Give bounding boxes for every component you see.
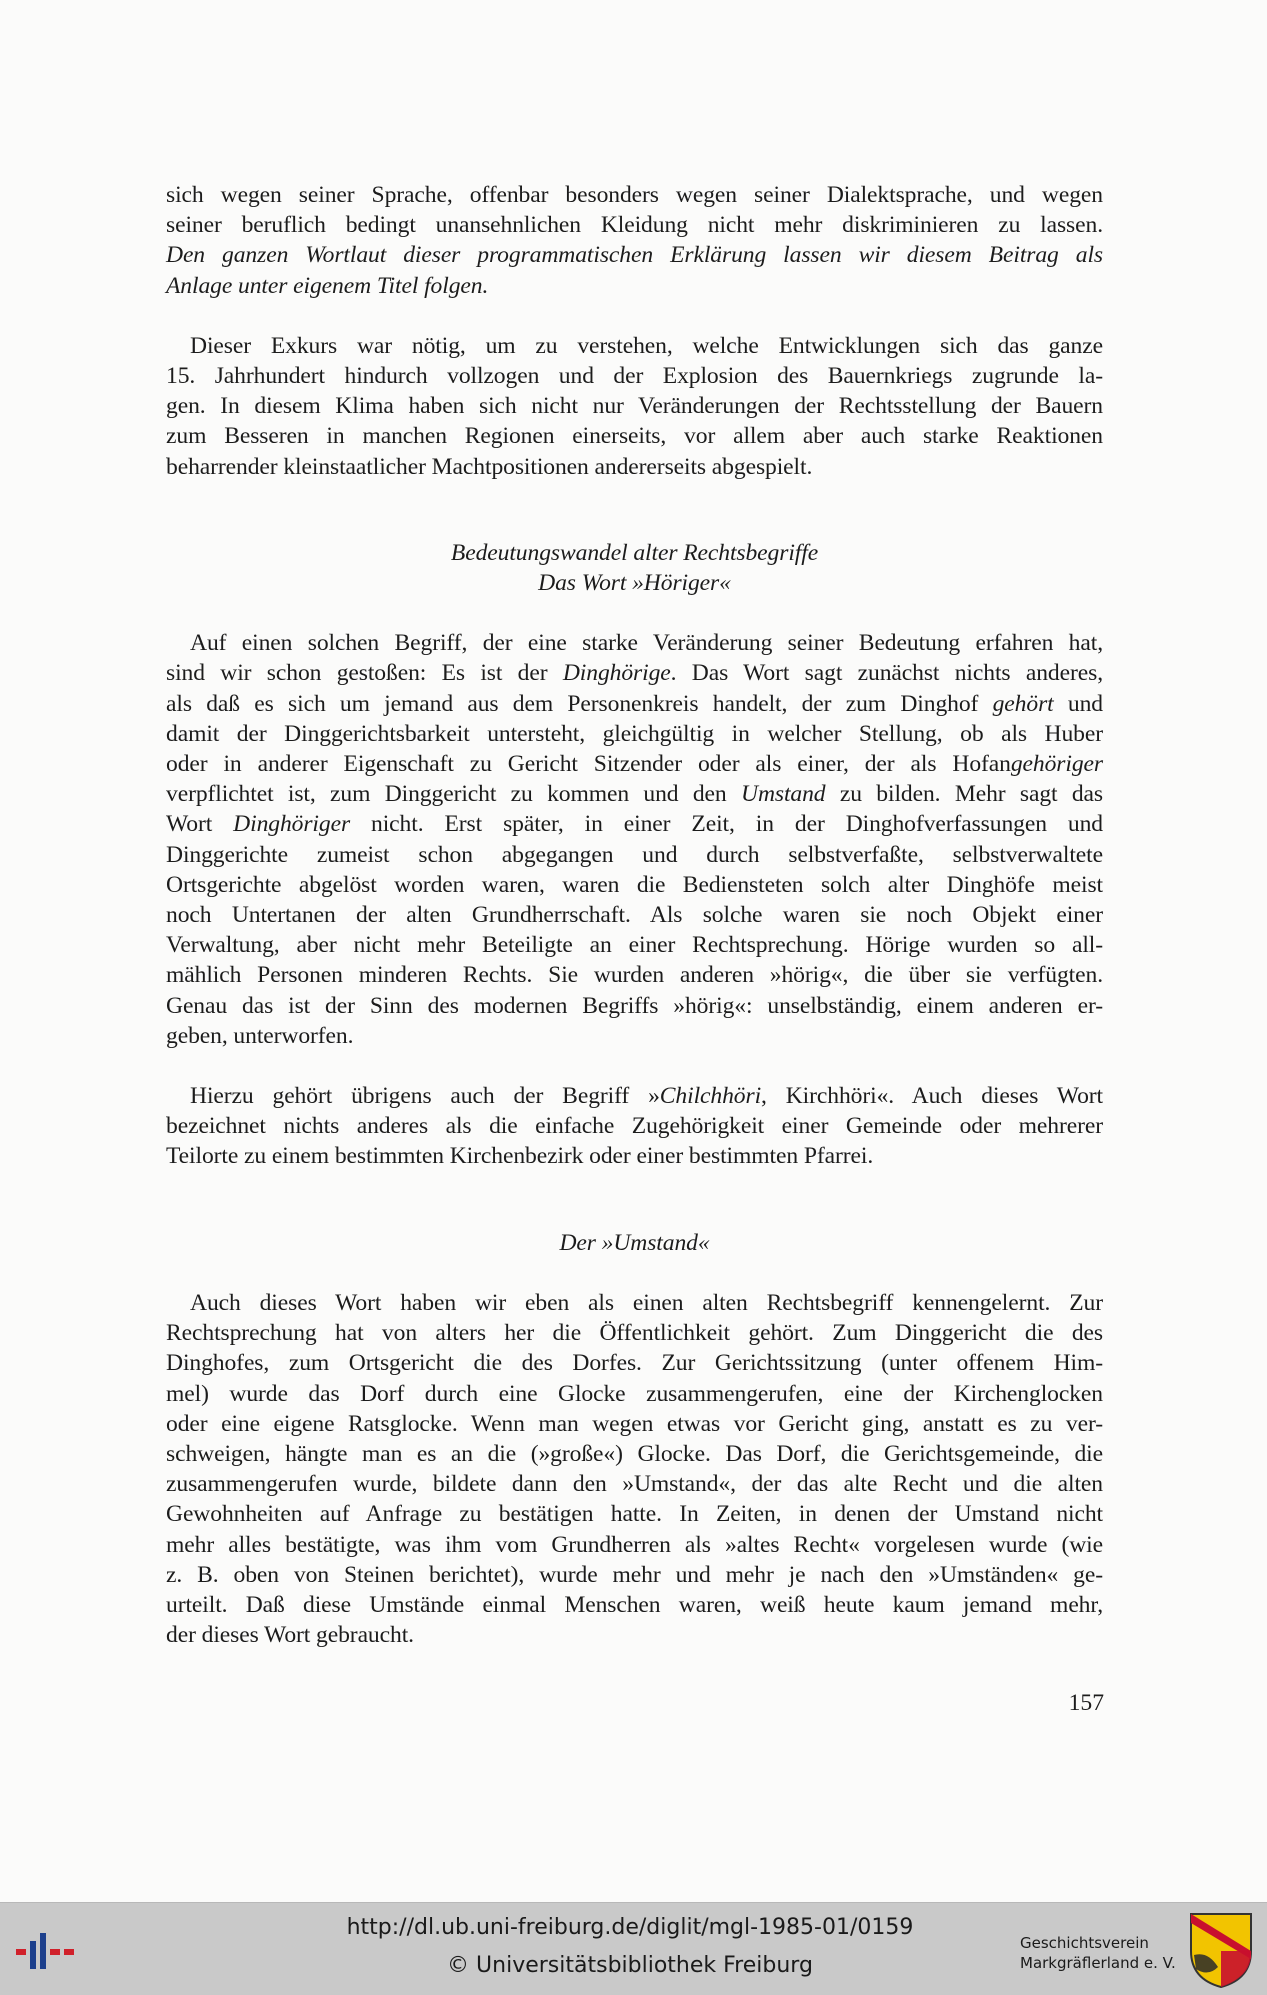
emphasis: Dinghörige <box>562 660 671 687</box>
coat-of-arms-icon[interactable] <box>1188 1911 1254 1989</box>
emphasis: Chilchhöri <box>659 1083 762 1110</box>
text-line: z. B. oben von Steinen berichtet), wurde mehr und mehr je nach den »Umständen« ge- <box>166 1561 1103 1588</box>
text-line: mehr alles bestätigte, was ihm vom Grundherren als »altes Recht« vorgelesen wurde (wie <box>166 1531 1103 1558</box>
society-line: Geschichtsverein <box>1020 1934 1149 1952</box>
text-line: schweigen, hängte man es an die (»große«) Glocke. Das Dorf, die Gerichtsgemeinde, die <box>166 1440 1103 1467</box>
text-line: oder eine eigene Ratsglocke. Wenn man wegen etwas vor Gericht ging, anstatt es zu ver- <box>166 1410 1103 1437</box>
heading-line: Der »Umstand« <box>559 1229 710 1256</box>
text-line: Auf einen solchen Begriff, der eine starke Veränderung seiner Bedeutung erfahren hat, <box>190 630 1103 657</box>
paragraph-2 <box>166 331 1103 482</box>
text-line: Gewohnheiten auf Anfrage zu bestätigen hatte. In Zeiten, in denen der Umstand nicht <box>166 1501 1103 1528</box>
text-line: Verwaltung, aber nicht mehr Beteiligte an einer Rechtsprechung. Hörige wurden so all- <box>166 932 1103 959</box>
text-line: beharrender kleinstaatlicher Machtpositionen andererseits abgespielt. <box>166 453 813 480</box>
text-line: mählich Personen minderen Rechts. Sie wurden anderen »hörig«, die über sie verfügten. <box>166 962 1103 989</box>
text-line: 15. Jahrhundert hindurch vollzogen und der Explosion des Bauernkriegs zugrunde la- <box>166 363 1103 390</box>
society-line: Markgräflerland e. V. <box>1020 1954 1176 1972</box>
text-line: Ortsgerichte abgelöst worden waren, waren die Bediensteten solch alter Dinghöfe meist <box>166 871 1103 898</box>
text-line: Dinghofes, zum Ortsgericht die des Dorfes. Zur Gerichtssitzung (unter offenem Him- <box>166 1350 1103 1377</box>
emphasis: gehöriger <box>1010 751 1103 778</box>
permalink-link[interactable]: http://dl.ub.uni-freiburg.de/diglit/mgl-1985-01/0159 <box>346 1915 914 1940</box>
text-line: sich wegen seiner Sprache, offenbar besonders wegen seiner Dialektsprache, und wegen <box>166 182 1103 208</box>
paragraph-3 <box>166 628 1103 1051</box>
heading-line: Bedeutungswandel alter Rechtsbegriffe <box>450 539 819 566</box>
paragraph-4 <box>166 1081 1103 1172</box>
text-line: als daß es sich um jemand aus dem Personenkreis handelt, der zum Dinghof gehört und <box>166 690 1104 717</box>
text-line: der dieses Wort gebraucht. <box>166 1622 414 1649</box>
text-line: gen. In diesem Klima haben sich nicht nur Veränderungen der Rechtsstellung der Bauern <box>166 393 1103 420</box>
emphasis: Umstand <box>741 781 826 808</box>
heading-line: Das Wort »Höriger« <box>538 570 731 597</box>
text-line: Dinggerichte zumeist schon abgegangen und durch selbstverfaßte, selbstverwaltete <box>166 841 1103 868</box>
paragraph-5 <box>166 1288 1103 1650</box>
text-line: Dieser Exkurs war nötig, um zu verstehen, welche Entwicklungen sich das ganze <box>190 332 1103 359</box>
paragraph-1 <box>166 180 1103 301</box>
text-line: damit der Dinggerichtsbarkeit untersteht, gleichgültig in welcher Stellung, ob als Huber <box>166 720 1103 747</box>
section-heading-2 <box>166 1228 1103 1258</box>
society-name <box>1020 1933 1180 1973</box>
text-line: oder in anderer Eigenschaft zu Gericht Sitzender oder als einer, der als Hofangehöriger <box>166 751 1103 778</box>
text-line: verpflichtet ist, zum Dinggericht zu kommen und den Umstand zu bilden. Mehr sagt das <box>166 781 1103 808</box>
text-line: Anlage unter eigenem Titel folgen. <box>166 272 489 299</box>
text-column <box>166 180 1103 1650</box>
section-heading-1 <box>166 538 1103 598</box>
text-line: Auch dieses Wort haben wir eben als einen alten Rechtsbegriff kennengelernt. Zur <box>190 1289 1103 1316</box>
text-line: geben, unterworfen. <box>166 1022 354 1049</box>
emphasis: gehört <box>992 690 1054 717</box>
text-line: bezeichnet nichts anderes als die einfache Zugehörigkeit einer Gemeinde oder mehrerer <box>166 1113 1103 1140</box>
text-line: Den ganzen Wortlaut dieser programmatischen Erklärung lassen wir diesem Beitrag als <box>166 242 1103 269</box>
text-line: urteilt. Daß diese Umstände einmal Menschen waren, weiß heute kaum jemand mehr, <box>166 1591 1103 1618</box>
footer-bar <box>0 1902 1267 1995</box>
text-line: Teilorte zu einem bestimmten Kirchenbezirk oder einer bestimmten Pfarrei. <box>166 1143 874 1170</box>
text-line: zum Besseren in manchen Regionen einerseits, vor allem aber auch starke Reaktionen <box>166 423 1103 450</box>
text-line: seiner beruflich bedingt unansehnlichen Kleidung nicht mehr diskriminieren zu lassen. <box>166 212 1103 239</box>
text-line: Genau das ist der Sinn des modernen Begriffs »hörig«: unselbständig, einem anderen er- <box>166 992 1103 1019</box>
text-line: Hierzu gehört übrigens auch der Begriff »Chilchhöri, Kirchhöri«. Auch dieses Wort <box>190 1083 1103 1110</box>
text-line: sind wir schon gestoßen: Es ist der Dinghörige. Das Wort sagt zunächst nichts anderes, <box>166 660 1103 687</box>
text-line: Wort Dinghöriger nicht. Erst später, in einer Zeit, in der Dinghofverfassungen und <box>166 811 1103 838</box>
page-number: 157 <box>1068 1690 1104 1716</box>
text-line: mel) wurde das Dorf durch eine Glocke zusammengerufen, eine der Kirchenglocken <box>166 1380 1103 1407</box>
text-line: Rechtsprechung hat von alters her die Öffentlichkeit gehört. Zum Dinggericht die des <box>166 1320 1103 1347</box>
text-line: noch Untertanen der alten Grundherrschaft. Als solche waren sie noch Objekt einer <box>166 902 1103 929</box>
ub-freiburg-logo-icon[interactable] <box>16 1931 80 1973</box>
copyright-text: © Universitätsbibliothek Freiburg <box>447 1953 813 1978</box>
text-line: zusammengerufen wurde, bildete dann den »Umstand«, der das alte Recht und die alten <box>166 1471 1103 1498</box>
emphasis: Dinghöriger <box>233 811 351 838</box>
